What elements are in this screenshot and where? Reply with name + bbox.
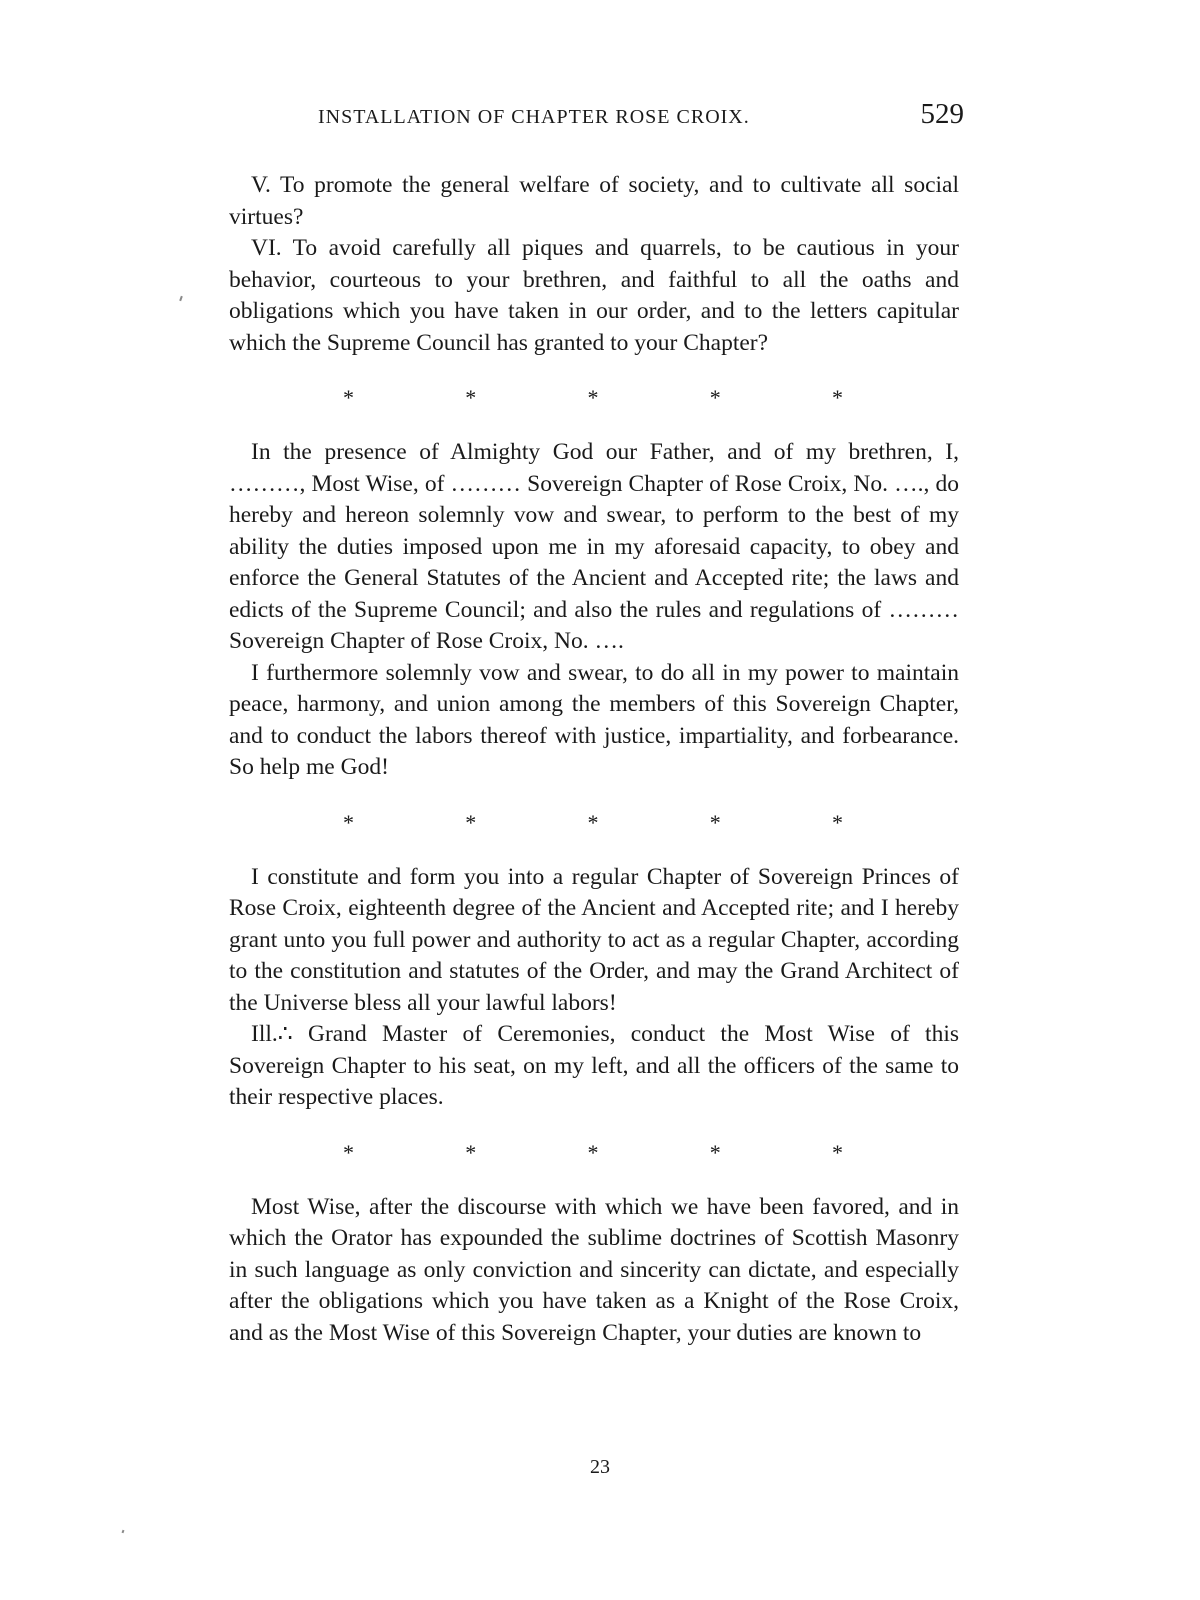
separator-star: *: [343, 385, 354, 410]
section-separator: [343, 383, 843, 413]
section-separator: [343, 1138, 843, 1168]
separator-star: *: [709, 1139, 721, 1165]
separator-star: *: [709, 385, 721, 410]
page-number: 529: [920, 98, 964, 130]
separator-star: *: [343, 809, 354, 835]
paper-speck: [179, 296, 183, 301]
paragraph-ceremonies: Ill.∴ Grand Master of Ceremonies, conduct the Most Wise of this Sovereign Chapter to his seat, on my left, and all the officers of the same to their respective places.: [229, 1021, 959, 1110]
separator-star: *: [832, 1139, 843, 1165]
paragraph-constitution: I constitute and form you into a regular Chapter of Sovereign Princes of Rose Croix, eighteenth degree of the Ancient and Accepted rite; and I hereby grant unto you full power and authority to act as a regular Chapter, according to the constitution and statutes of the Order, and may the Grand Architect of the Universe bless all your lawful labors!: [229, 863, 959, 1016]
paragraph-most-wise: Most Wise, after the discourse with which we have been favored, and in which the Orator has expounded the sublime doctrines of Scottish Masonry in such language as only conviction and sincerity can dictate, and especially after the obligations which you have taken as a Knight of the Rose Croix, and as the Most Wise of this Sovereign Chapter, your duties are known to: [229, 1193, 959, 1346]
paper-speck: [122, 1530, 125, 1534]
paragraph-obligation: In the presence of Almighty God our Father, and of my brethren, I, ………, Most Wise, of ……… Sovereign Chapter of Rose Croix, No. …., do hereby and hereon solemnly vow and swear, to perform to the best of my ability the duties imposed upon me in my aforesaid capacity, to obey and enforce the General Statutes of the Ancient and Accepted rite; the laws and edicts of the Supreme Council; and also the rules and regulations of ……… Sovereign Chapter of Rose Croix, No. ….: [229, 439, 959, 654]
separator-star: *: [587, 1139, 599, 1165]
separator-star: *: [465, 1139, 477, 1165]
separator-star: *: [587, 809, 599, 835]
separator-star: *: [709, 809, 721, 835]
section-separator: [343, 808, 843, 838]
running-title: INSTALLATION OF CHAPTER ROSE CROIX.: [318, 106, 750, 128]
text-block: [229, 170, 959, 1349]
separator-star: *: [832, 385, 843, 410]
separator-star: *: [587, 385, 599, 410]
separator-star: *: [343, 1139, 354, 1165]
paragraph-question-v: V. To promote the general welfare of society, and to cultivate all social virtues?: [229, 172, 959, 230]
separator-star: *: [465, 385, 477, 410]
separator-star: *: [832, 809, 843, 835]
separator-star: *: [465, 809, 477, 835]
paragraph-vow: I furthermore solemnly vow and swear, to do all in my power to maintain peace, harmony, and union among the members of this Sovereign Chapter, and to conduct the labors thereof with justice, impartiality, and forbearance. So help me God!: [229, 659, 959, 780]
signature-mark: 23: [590, 1456, 610, 1478]
paragraph-question-vi: VI. To avoid carefully all piques and quarrels, to be cautious in your behavior, courteous to your brethren, and faithful to all the oaths and obligations which you have taken in our order, and to the letters capitular which the Supreme Council has granted to your Chapter?: [229, 235, 959, 356]
